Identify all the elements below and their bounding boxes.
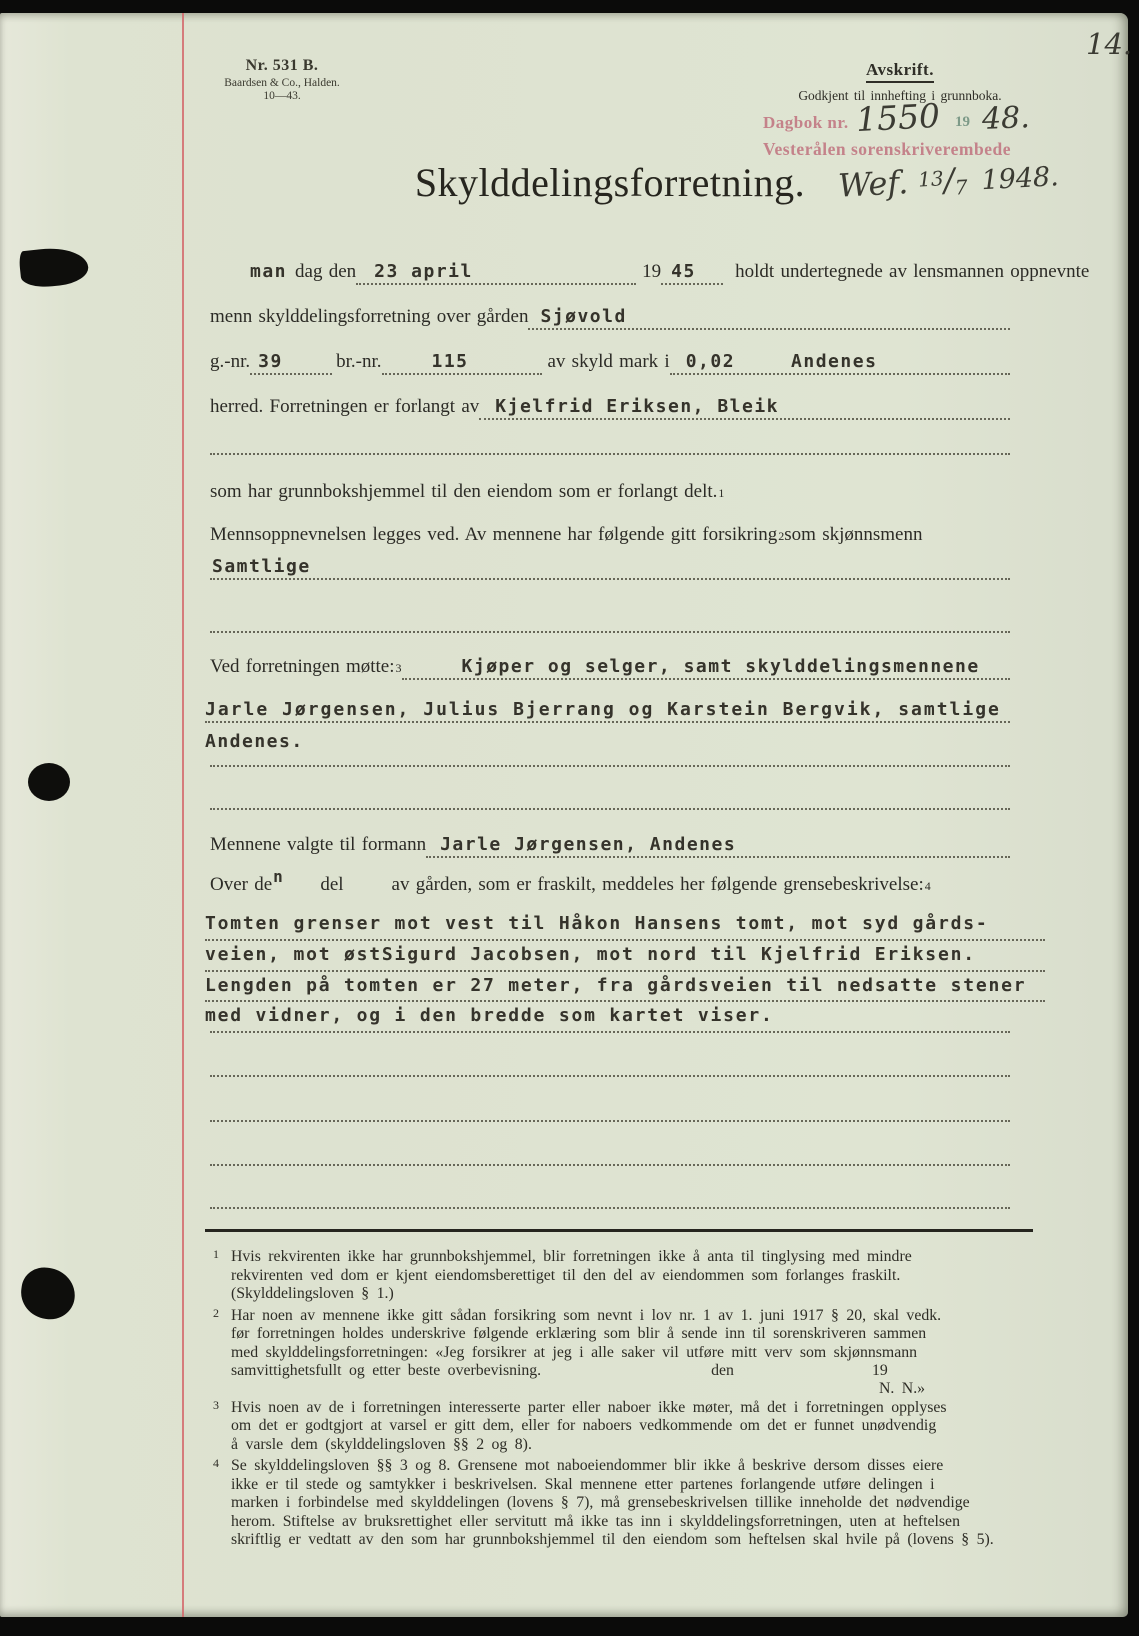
printed-farm-label: menn skylddelingsforretning over gården xyxy=(210,306,529,327)
print-code: 10—43. xyxy=(263,90,301,102)
dotted-line xyxy=(210,1120,1010,1122)
footnote-separator-rule xyxy=(205,1229,1033,1232)
printer-name: Baardsen & Co., Halden. xyxy=(224,77,340,89)
footnotes-section xyxy=(207,1248,1037,1553)
typed-district: Andenes xyxy=(791,351,878,372)
signature-month: 7 xyxy=(954,175,969,200)
red-margin-line xyxy=(182,13,184,1617)
description-line: Lengden på tomten er 27 meter, fra gårdsveien til nedsatte stener xyxy=(205,972,1045,1003)
dotted-line xyxy=(210,765,1010,767)
punch-hole xyxy=(28,763,70,801)
footnote-number: 1 xyxy=(213,1247,219,1261)
dotted-line xyxy=(210,453,1010,455)
punch-hole xyxy=(18,245,90,290)
footnote-ref-1: 1 xyxy=(718,486,725,500)
form-row-andenes xyxy=(205,731,1005,752)
printed-motte-label: Ved forretningen møtte: xyxy=(210,656,395,677)
dotted-line xyxy=(210,1207,1010,1209)
footnote-line: før forretningen holdes underskrive følgende erklæring som blir å sende inn til sorenskriveren sammen xyxy=(231,1325,927,1342)
form-text-hjemmel xyxy=(210,481,1010,503)
form-number: Nr. 531 B. xyxy=(245,57,319,74)
dotted-line xyxy=(210,631,1010,633)
dotted-line xyxy=(210,1031,1010,1033)
printed-dag-den: dag den xyxy=(295,261,357,282)
footnote-3 xyxy=(207,1399,1037,1455)
footnote-2 xyxy=(207,1307,1037,1396)
footnote-1 xyxy=(207,1248,1037,1304)
printed-brnr-label: br.-nr. xyxy=(336,351,382,372)
office-stamp: Vesterålen sorenskriverembede xyxy=(763,139,1011,159)
nn-signature-placeholder: N. N.» xyxy=(879,1379,926,1397)
signature-day: 13 xyxy=(917,166,945,192)
typed-gnr: 39 xyxy=(258,351,283,372)
footnote-line: (Skylddelingsloven § 1.) xyxy=(231,1285,394,1302)
form-row-samtlige xyxy=(210,556,1010,580)
footnote-line: marken i forbindelse med skylddelingen (lovens § 7), må grensebeskrivelsen tillike inneholde det nødvendige xyxy=(231,1494,970,1511)
printed-oppnevnelse-text: Mennsoppnevnelsen legges ved. Av mennene har følgende gitt forsikring xyxy=(210,524,778,545)
typed-date: 23 april xyxy=(374,261,473,282)
printed-boundary-text: av gården, som er fraskilt, meddeles her følgende grensebeskrivelse: xyxy=(391,874,924,895)
printed-gnr-label: g.-nr. xyxy=(210,351,251,372)
footnote-line-declaration: samvittighetsfullt og etter beste overbevisning. den 19 xyxy=(231,1362,888,1379)
printed-hjemmel-text: som har grunnbokshjemmel til den eiendom som er forlangt delt. xyxy=(210,481,718,502)
description-line: veien, mot østSigurd Jacobsen, mot nord til Kjelfrid Eriksen. xyxy=(205,941,1045,972)
signature-initials: Wef. xyxy=(837,163,910,205)
footnote-4 xyxy=(207,1457,1037,1550)
document-paper xyxy=(0,13,1133,1617)
footnote-ref-4: 4 xyxy=(924,879,931,893)
printer-imprint xyxy=(192,57,372,102)
typed-requester-name: Kjelfrid Eriksen, Bleik xyxy=(495,396,780,417)
footnote-line: med skylddelingsforretningen: «Jeg forsikrer at jeg i alle saker vil utføre mitt verv som skjønnsmann xyxy=(231,1343,917,1361)
avskrift-heading: Avskrift. xyxy=(866,60,934,83)
typed-attendees: Kjøper og selger, samt skylddelingsmennene xyxy=(461,656,980,677)
dotted-line xyxy=(210,1075,1010,1077)
form-text-oppnevnelse xyxy=(210,524,1010,546)
footnote-line: ikke er til stede og samtykker i beskrivelsen. Skal mennene etter partenes forlangende utføre delingen i xyxy=(231,1475,935,1493)
typed-andenes: Andenes. xyxy=(205,731,304,752)
printed-formann-label: Mennene valgte til formann xyxy=(210,834,427,855)
footnote-line: om det er godtgjort at varsel er gitt dem, eller for naboers vedkommende om det er funnet unødvendig xyxy=(231,1417,937,1434)
description-line: Tomten grenser mot vest til Håkon Hansens tomt, mot syd gårds- xyxy=(205,910,1045,941)
printed-skyld-label: av skyld mark i xyxy=(547,351,670,372)
handwritten-journal-year: 48. xyxy=(981,100,1031,137)
footnote-line: Hvis noen av de i forretningen interesserte parter eller naboer ikke møter, må det i forretningen opplyses xyxy=(231,1398,947,1416)
footnote-line: rekvirenten ved dom er kjent eiendomsberettiget til den del av eiendommen som forlanges fraskilt. xyxy=(231,1266,901,1284)
form-row-attendees xyxy=(210,656,1010,680)
footnote-number: 2 xyxy=(213,1305,219,1320)
footnote-number: 4 xyxy=(213,1456,219,1470)
punch-hole xyxy=(18,1264,79,1322)
typed-brnr: 115 xyxy=(431,351,469,372)
typed-skjonnsmenn-names: Jarle Jørgensen, Julius Bjerrang og Karstein Bergvik, samtlige xyxy=(205,699,1001,720)
typed-sup-n: n xyxy=(273,867,285,886)
typed-year: 45 xyxy=(671,261,696,282)
typed-weekday: man xyxy=(250,261,288,282)
dotted-line xyxy=(210,808,1010,810)
footnote-line: Har noen av mennene ikke gitt sådan forsikring som nevnt i lov nr. 1 av 1. juni 1917 § 20, skal vedk. xyxy=(231,1306,942,1324)
footnote-line: å varsle dem (skylddelingsloven §§ 2 og 8). xyxy=(231,1435,532,1453)
typed-chairman-name: Jarle Jørgensen, Andenes xyxy=(440,834,737,855)
signature-slash: / xyxy=(942,160,956,200)
footnote-line: herom. Stiftelse av bruksrettighet eller servitutt må ikke tas inn i skylddelingsforretningen, uten at heftelsen xyxy=(231,1512,960,1530)
printed-held-by: holdt undertegnede av lensmannen oppnevnte xyxy=(735,261,1090,282)
year-blank-label: 19 xyxy=(871,1362,888,1379)
dotted-line xyxy=(210,1164,1010,1166)
typed-samtlige: Samtlige xyxy=(212,556,311,577)
footnote-number: 3 xyxy=(213,1397,219,1412)
footnote-line: skriftlig er vedtatt av den som har grunnbokshjemmel til den eiendom som heftelsen skal hvile på (lovens § 5). xyxy=(231,1531,994,1548)
typed-boundary-description xyxy=(205,910,1045,1031)
signature-year: 1948. xyxy=(980,161,1060,197)
form-row-names xyxy=(205,699,1010,723)
footnote-line: Hvis rekvirenten ikke har grunnbokshjemmel, blir forretningen ikke å anta til tinglysing med mindre xyxy=(231,1248,912,1265)
document-title: Skylddelingsforretning. xyxy=(414,160,806,205)
form-row-boundary-intro xyxy=(210,867,1010,896)
printed-19: 19 xyxy=(642,261,662,282)
den-blank-label: den xyxy=(711,1362,734,1379)
form-row-chairman xyxy=(210,834,1010,858)
printed-del: del xyxy=(320,874,344,895)
form-row-numbers xyxy=(210,351,1010,375)
certification-note: Godkjent til innhefting i grunnboka. xyxy=(798,88,1002,103)
footnote-line: Se skylddelingsloven §§ 3 og 8. Grensene mot naboeiendommer blir ikke å beskrive dersom disses eiere xyxy=(231,1457,944,1474)
printed-skjonnsmenn: som skjønnsmenn xyxy=(784,524,923,545)
form-row-farm xyxy=(210,306,1010,330)
handwritten-journal-number: 1550 xyxy=(855,95,941,140)
printed-requested-by: herred. Forretningen er forlangt av xyxy=(210,396,480,417)
typed-farm-name: Sjøvold xyxy=(540,306,627,327)
form-row-requester xyxy=(210,396,1010,420)
printed-over-de: Over de xyxy=(210,874,273,895)
dagbok-stamp: Dagbok nr. xyxy=(763,113,849,132)
form-row-date xyxy=(210,261,1090,285)
journal-year-prefix: 19 xyxy=(955,114,970,130)
typed-skyld-mark: 0,02 xyxy=(685,351,736,372)
handwritten-page-number: 14. xyxy=(1086,27,1133,61)
footnote-ref-2: 2 xyxy=(778,529,785,543)
footnote-ref-3: 3 xyxy=(395,661,402,675)
description-line: med vidner, og i den bredde som kartet viser. xyxy=(205,1005,774,1027)
